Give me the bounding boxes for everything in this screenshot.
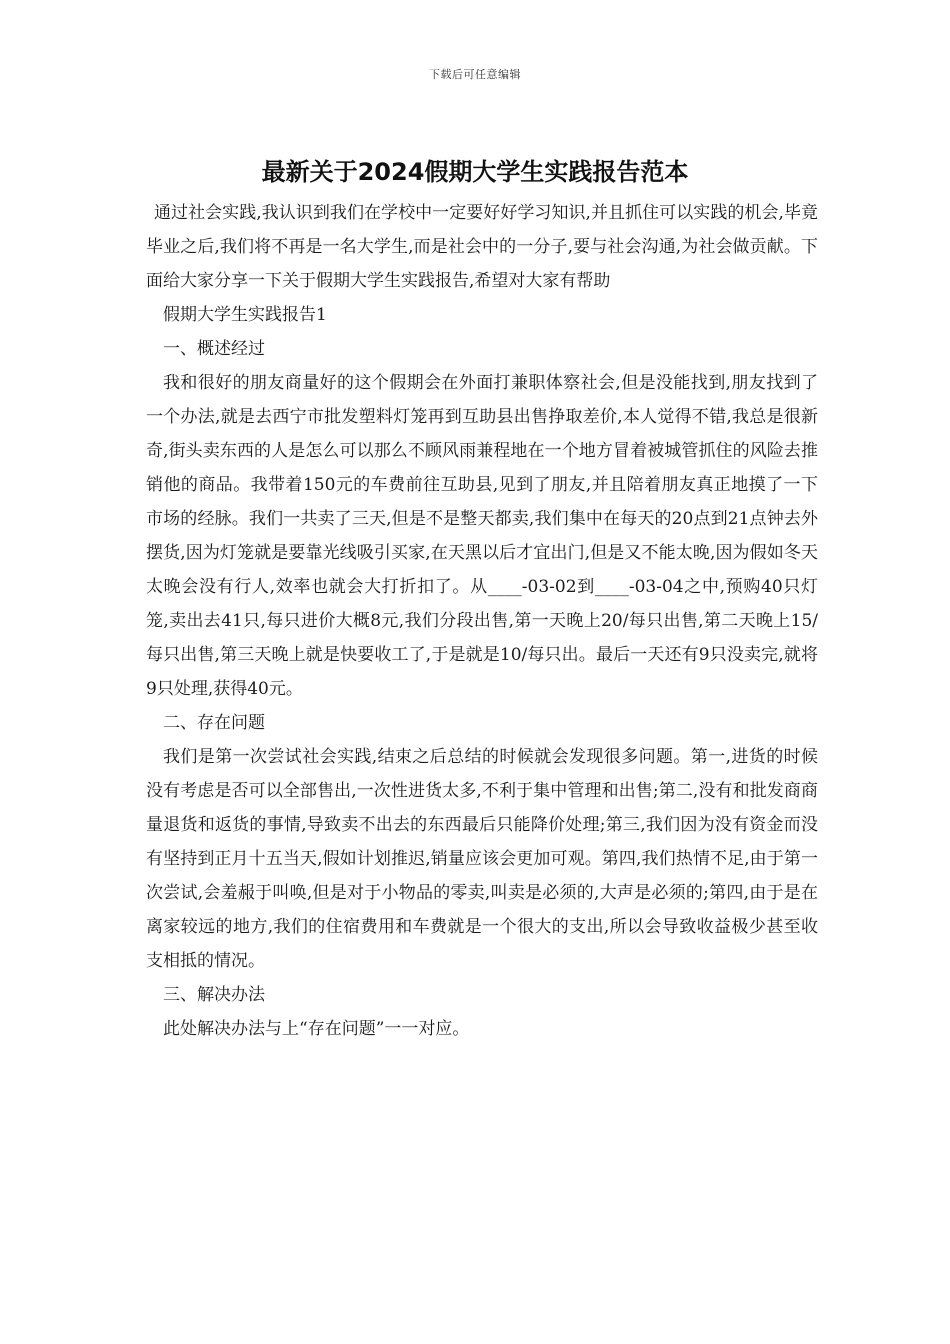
overview-paragraph: 我和很好的朋友商量好的这个假期会在外面打兼职体察社会,但是没能找到,朋友找到了一个办法,就是去西宁市批发塑料灯笼再到互助县出售挣取差价,本人觉得不错,我总是很新奇,街头卖东西的人是怎么可以那么不顾风雨兼程地在一个地方冒着被城管抓住的风险去推销他的商品。我带着150元的车费前往互助县,见到了朋友,并且陪着朋友真正地摸了一下市场的经脉。我们一共卖了三天,但是不是整天都卖,我们集中在每天的20点到21点钟去外摆货,因为灯笼就是要靠光线吸引买家,在天黑以后才宜出门,但是又不能太晚,因为假如冬天太晚会没有行人,效率也就会大打折扣了。从____-03-02到____-03-04之中,预购40只灯笼,卖出去41只,每只进价大概8元,我们分段出售,第一天晚上20/每只出售,第二天晚上15/每只出售,第三天晚上就是快要收工了,于是就是10/每只出。最后一天还有9只没卖完,就将9只处理,获得40元。 xyxy=(146,373,818,699)
section-heading-overview: 一、概述经过 xyxy=(163,339,265,359)
solutions-paragraph: 此处解决办法与上“存在问题”一一对应。 xyxy=(163,1019,470,1039)
report-subtitle: 假期大学生实践报告1 xyxy=(163,305,327,325)
document-title: 最新关于2024假期大学生实践报告范本 xyxy=(261,158,689,186)
problems-paragraph: 我们是第一次尝试社会实践,结束之后总结的时候就会发现很多问题。第一,进货的时候没有考虑是否可以全部售出,一次性进货太多,不利于集中管理和出售;第二,没有和批发商商量退货和返货的事情,导致卖不出去的东西最后只能降价处理;第三,我们因为没有资金而没有坚持到正月十五当天,假如计划推迟,销量应该会更加可观。第四,我们热情不足,由于第一次尝试,会羞赧于叫唤,但是对于小物品的零卖,叫卖是必须的,大声是必须的;第四,由于是在离家较远的地方,我们的住宿费用和车费就是一个很大的支出,所以会导致收益极少甚至收支相抵的情况。 xyxy=(146,747,818,971)
section-heading-solutions: 三、解决办法 xyxy=(163,985,265,1005)
document-body xyxy=(146,196,818,1046)
section-heading-problems: 二、存在问题 xyxy=(163,713,265,733)
intro-paragraph: 通过社会实践,我认识到我们在学校中一定要好好学习知识,并且抓住可以实践的机会,毕竟毕业之后,我们将不再是一名大学生,而是社会中的一分子,要与社会沟通,为社会做贡献。下面给大家分享一下关于假期大学生实践报告,希望对大家有帮助 xyxy=(146,203,818,291)
header-note: 下载后可任意编辑 xyxy=(429,68,521,81)
